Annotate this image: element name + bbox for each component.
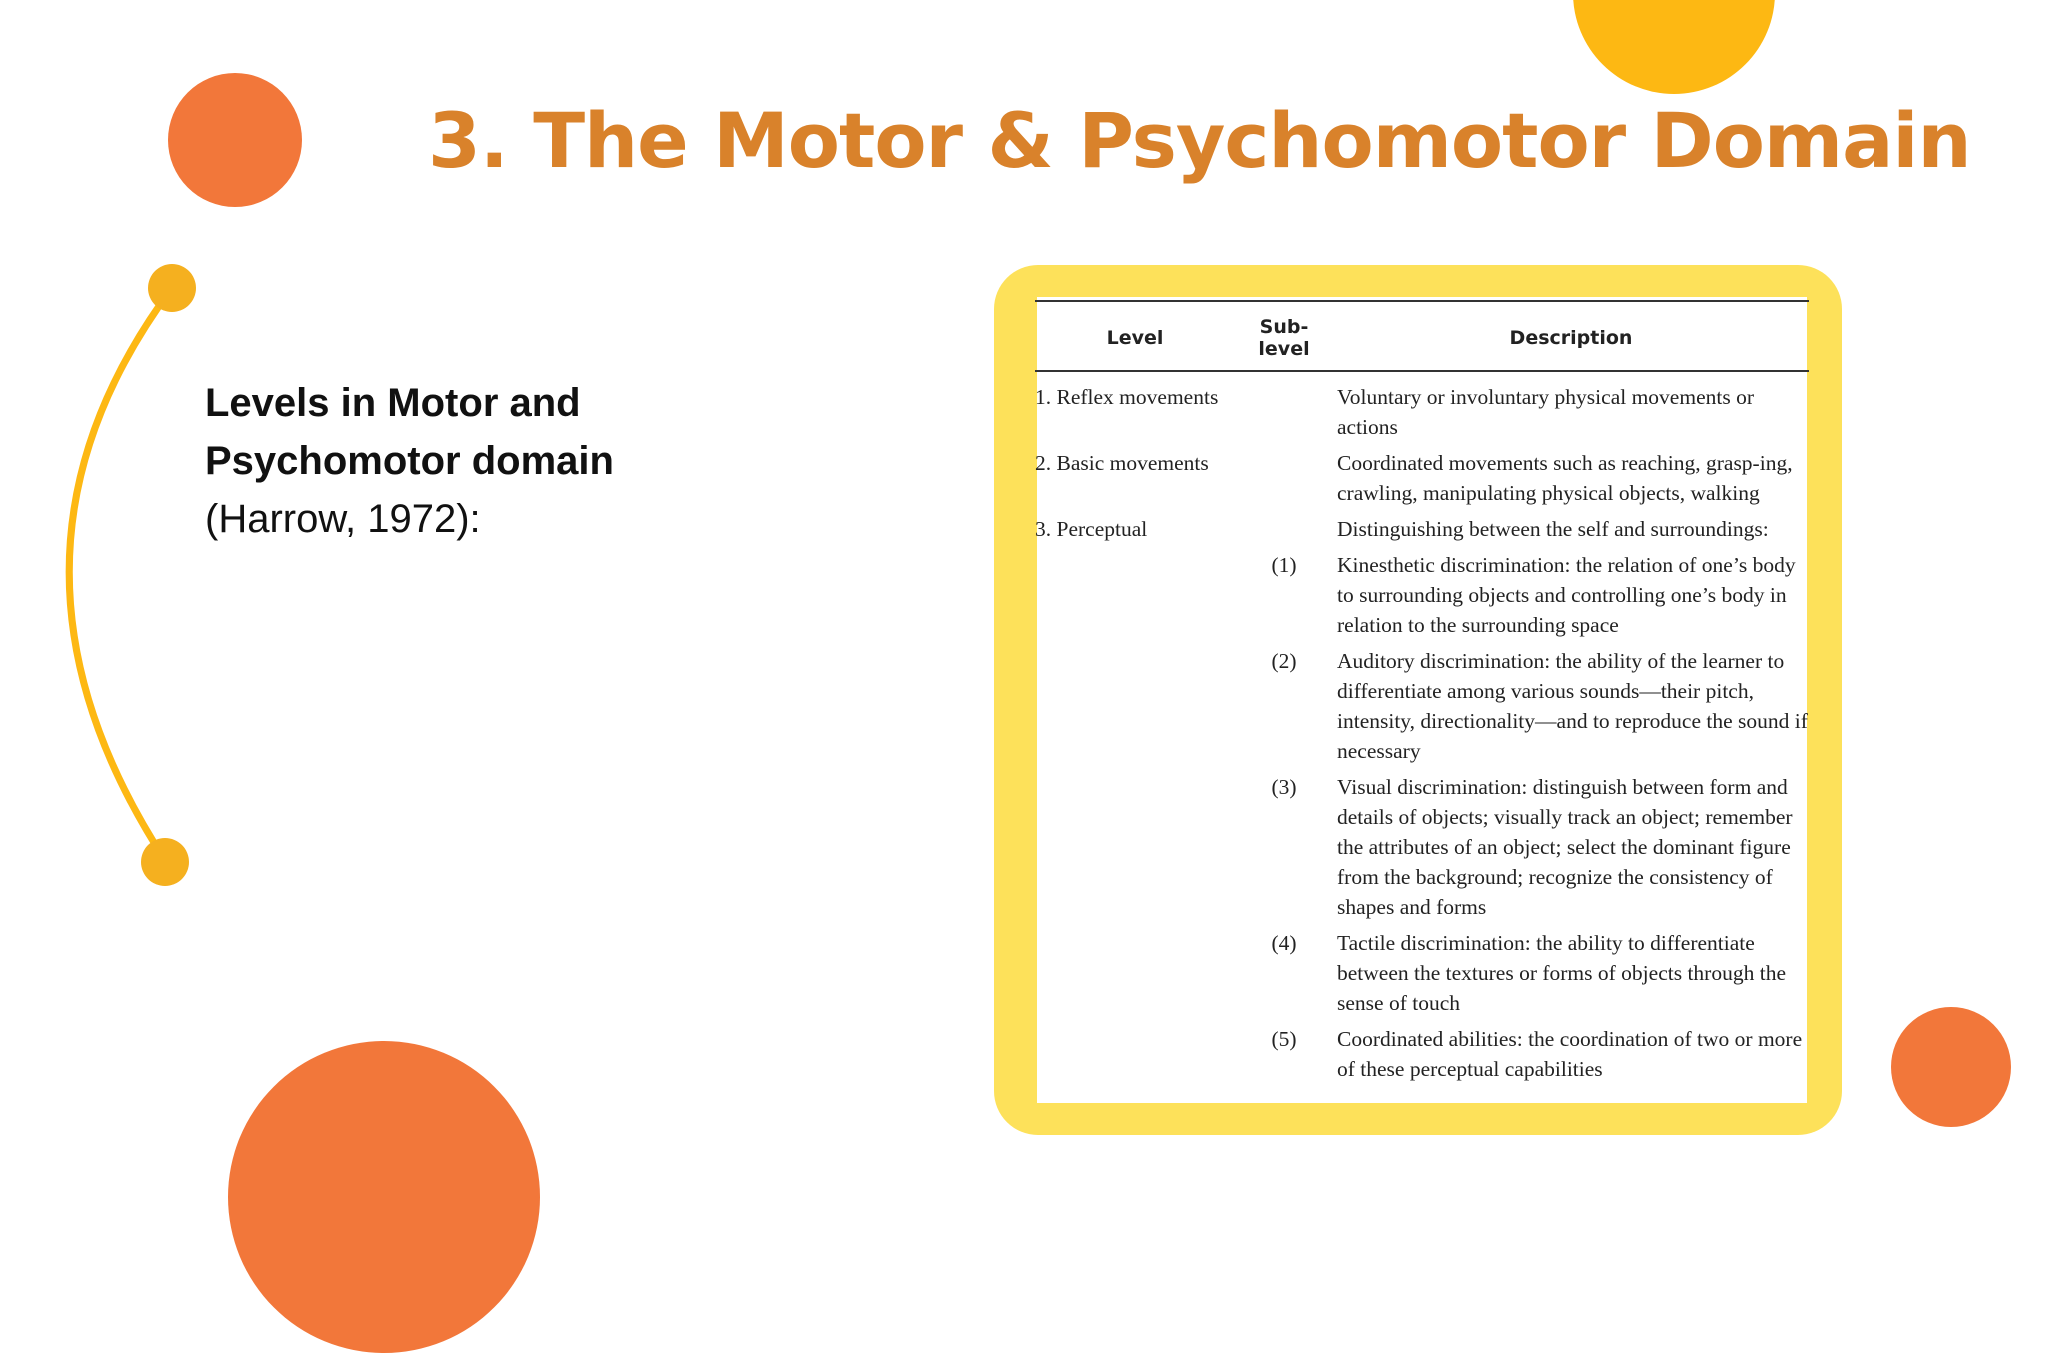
cell-description: Visual discrimination: distinguish between form and details of objects; visually track an object; remember the attributes of an object; select the dominant figure from the background; recognize the consistency of shapes and forms <box>1337 775 1793 919</box>
cell-sub-level: (4) <box>1271 931 1297 955</box>
table-row <box>1035 928 1809 1024</box>
cell-level <box>1035 772 1235 928</box>
subtitle-block <box>205 374 725 548</box>
table-row <box>1035 514 1809 550</box>
cell-level: 1. Reflex movements <box>1035 385 1219 409</box>
header-sub-level: Sub-level <box>1235 301 1333 371</box>
table-row <box>1035 772 1809 928</box>
cell-sub-level: (3) <box>1271 775 1297 799</box>
slide-title: 3. The Motor & Psychomotor Domain <box>428 96 1971 185</box>
cell-description: Voluntary or involuntary physical movements or actions <box>1337 385 1754 439</box>
table-header-row <box>1035 301 1809 371</box>
cell-level <box>1035 1024 1235 1090</box>
subtitle-citation: (Harrow, 1972): <box>205 497 481 541</box>
cell-sub-level: (2) <box>1271 649 1297 673</box>
decorative-circle-top-right <box>1573 0 1775 94</box>
subtitle-line-2: Psychomotor domain <box>205 439 614 483</box>
cell-level <box>1035 928 1235 1024</box>
cell-level <box>1035 646 1235 772</box>
cell-level <box>1035 550 1235 646</box>
table-row <box>1035 646 1809 772</box>
cell-level: 3. Perceptual <box>1035 517 1148 541</box>
subtitle-line-1: Levels in Motor and <box>205 381 581 425</box>
cell-sub-level <box>1235 448 1333 514</box>
cell-sub-level: (5) <box>1271 1027 1297 1051</box>
cell-description: Coordinated movements such as reaching, grasp-ing, crawling, manipulating physical objects, walking <box>1337 451 1793 505</box>
cell-description: Tactile discrimination: the ability to differentiate between the textures or forms of objects through the sense of touch <box>1337 931 1786 1015</box>
header-description: Description <box>1333 301 1809 371</box>
cell-description: Distinguishing between the self and surroundings: <box>1337 517 1769 541</box>
header-level: Level <box>1035 301 1235 371</box>
table-row <box>1035 1024 1809 1090</box>
table-row <box>1035 550 1809 646</box>
arc-dot-top <box>148 264 196 312</box>
table-row <box>1035 448 1809 514</box>
arc-dot-bottom <box>141 838 189 886</box>
levels-table-container <box>1035 300 1809 1090</box>
levels-table <box>1035 300 1809 1090</box>
cell-level: 2. Basic movements <box>1035 451 1209 475</box>
cell-description: Kinesthetic discrimination: the relation of one’s body to surrounding objects and controlling one’s body in relation to the surrounding space <box>1337 553 1796 637</box>
table-row <box>1035 371 1809 448</box>
cell-description: Coordinated abilities: the coordination of two or more of these perceptual capabilities <box>1337 1027 1803 1081</box>
cell-sub-level: (1) <box>1271 553 1297 577</box>
decorative-circle-bottom-right <box>1891 1007 2011 1127</box>
decorative-circle-top-left <box>168 73 302 207</box>
decorative-circle-bottom-left <box>228 1041 540 1353</box>
cell-sub-level <box>1235 371 1333 448</box>
cell-sub-level <box>1235 514 1333 550</box>
cell-description: Auditory discrimination: the ability of the learner to differentiate among various sounds—their pitch, intensity, directionality—and to reproduce the sound if necessary <box>1337 649 1808 763</box>
